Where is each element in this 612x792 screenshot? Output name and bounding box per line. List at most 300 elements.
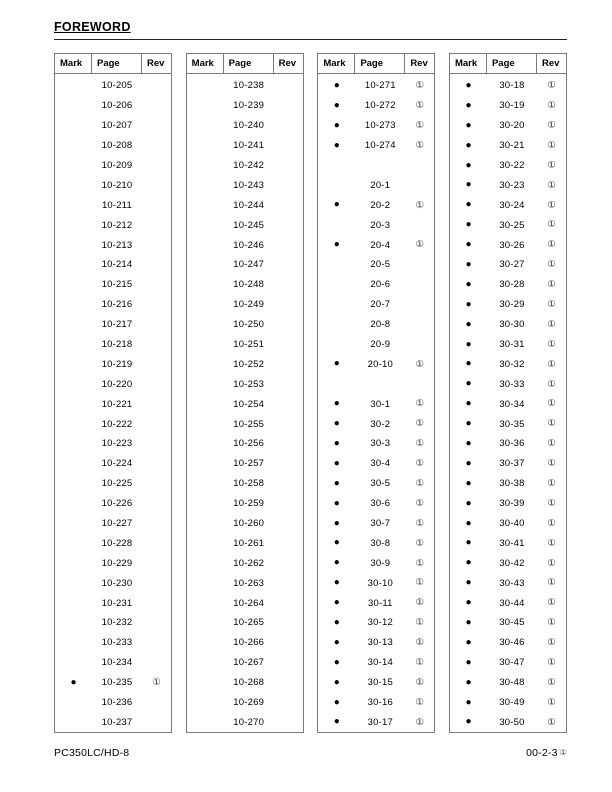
table-row [318, 235, 434, 255]
page-number: 10-267 [233, 657, 265, 669]
mark-dot-icon: ● [465, 616, 472, 628]
table-row [450, 175, 566, 195]
page-number: 10-226 [101, 498, 133, 510]
page-number: 30-38 [499, 478, 525, 490]
table-row [318, 613, 434, 633]
rev-mark-icon: ① [415, 80, 425, 92]
mark-dot-icon: ● [465, 298, 472, 310]
table-row [187, 533, 303, 553]
mark-dot-icon: ● [465, 716, 472, 728]
page-number: 10-216 [101, 299, 133, 311]
rev-mark-icon: ① [415, 537, 425, 549]
page-number: 20-1 [370, 179, 391, 191]
page-number: 20-4 [370, 239, 391, 251]
page-number: 10-222 [101, 418, 133, 430]
page-number: 20-2 [370, 199, 391, 211]
page-number: 10-258 [233, 478, 265, 490]
page-number: 10-247 [233, 259, 265, 271]
mark-dot-icon: ● [465, 636, 472, 648]
page-number: 10-262 [233, 557, 265, 569]
table-row [318, 514, 434, 534]
mark-dot-icon: ● [465, 457, 472, 469]
table-row [318, 533, 434, 553]
mark-dot-icon: ● [333, 99, 340, 111]
table-row [187, 195, 303, 215]
rev-mark-icon: ① [547, 557, 556, 569]
page-number: 10-205 [101, 80, 133, 92]
mark-dot-icon: ● [465, 278, 472, 290]
table-row [187, 156, 303, 176]
table-row [55, 374, 171, 394]
rev-mark-icon: ① [547, 318, 556, 330]
rev-mark-icon: ① [547, 80, 556, 92]
page-number: 10-232 [101, 617, 133, 629]
table-row [55, 315, 171, 335]
page-number: 10-273 [364, 120, 396, 132]
page-number: 10-238 [233, 80, 265, 92]
mark-dot-icon: ● [333, 477, 340, 489]
rev-mark-icon: ① [415, 716, 425, 728]
table-row [187, 454, 303, 474]
rev-mark-icon: ① [547, 100, 556, 112]
page-number: 10-248 [233, 279, 265, 291]
table-row [55, 195, 171, 215]
table-row [55, 613, 171, 633]
table-row [318, 96, 434, 116]
table-row [55, 335, 171, 355]
rev-mark-icon: ① [547, 597, 556, 609]
mark-dot-icon: ● [465, 696, 472, 708]
page-number: 10-264 [233, 597, 265, 609]
table-row [450, 195, 566, 215]
page-index-table-4 [449, 53, 567, 733]
table-row [450, 434, 566, 454]
mark-dot-icon: ● [465, 258, 472, 270]
mark-dot-icon: ● [333, 79, 340, 91]
page-number: 10-215 [101, 279, 133, 291]
page-number: 30-49 [499, 697, 525, 709]
table-header-row [55, 54, 171, 74]
table-row [450, 335, 566, 355]
page-number: 30-34 [499, 398, 525, 410]
table-row [187, 434, 303, 454]
table-row [450, 633, 566, 653]
rev-mark-icon: ① [547, 657, 556, 669]
table-row [450, 414, 566, 434]
table-row [55, 235, 171, 255]
mark-dot-icon: ● [465, 139, 472, 151]
page-number: 30-20 [499, 120, 525, 132]
mark-dot-icon: ● [465, 577, 472, 589]
table-row [450, 713, 566, 733]
page-number: 30-8 [370, 537, 391, 549]
table-row [450, 593, 566, 613]
page-number: 30-46 [499, 637, 525, 649]
table-row [450, 295, 566, 315]
page-number: 10-220 [101, 378, 133, 390]
page-number: 10-234 [101, 657, 133, 669]
rev-mark-icon: ① [415, 497, 425, 509]
rev-mark-icon: ① [547, 259, 556, 271]
table-row [187, 693, 303, 713]
rev-mark-icon: ① [547, 398, 556, 410]
page-number: 10-228 [101, 537, 133, 549]
page-number: 10-254 [233, 398, 265, 410]
page-index-table-2 [186, 53, 304, 733]
rev-mark-icon: ① [547, 438, 556, 450]
column-header-rev: Rev [541, 58, 560, 69]
table-row [55, 275, 171, 295]
page-number: 10-229 [101, 557, 133, 569]
table-row [187, 593, 303, 613]
table-row [318, 156, 434, 176]
page-number: 10-211 [101, 199, 133, 211]
column-header-mark: Mark [450, 54, 487, 73]
mark-dot-icon: ● [333, 537, 340, 549]
rev-mark-icon: ① [547, 298, 556, 310]
column-header-mark: Mark [187, 54, 224, 73]
table-row [318, 653, 434, 673]
page-number: 30-29 [499, 299, 525, 311]
table-row [55, 494, 171, 514]
page-number: 20-6 [370, 279, 391, 291]
page-number: 30-43 [499, 577, 525, 589]
rev-mark-icon: ① [547, 139, 556, 151]
footer-model-number: PC350LC/HD-8 [54, 747, 130, 759]
page-number: 30-16 [367, 697, 393, 709]
page-number: 10-236 [101, 697, 133, 709]
page-number: 20-7 [370, 299, 391, 311]
table-row [187, 255, 303, 275]
mark-dot-icon: ● [333, 457, 340, 469]
rev-mark-icon: ① [547, 537, 556, 549]
rev-mark-icon: ① [547, 219, 556, 231]
page-number: 30-15 [367, 677, 393, 689]
page-number: 10-271 [364, 80, 396, 92]
mark-dot-icon: ● [465, 557, 472, 569]
page-number: 10-209 [101, 160, 133, 171]
rev-mark-icon: ① [547, 716, 556, 728]
rev-mark-icon: ① [547, 478, 556, 489]
mark-dot-icon: ● [333, 418, 340, 430]
table-row [318, 454, 434, 474]
table-row [450, 374, 566, 394]
mark-dot-icon: ● [465, 338, 472, 350]
rev-mark-icon: ① [415, 637, 425, 649]
page-number: 30-4 [370, 458, 391, 470]
column-header-page: Page [224, 54, 274, 73]
table-row [187, 295, 303, 315]
page-number: 30-13 [367, 637, 393, 649]
table-row [55, 693, 171, 713]
table-row [450, 514, 566, 534]
page-number: 10-252 [233, 358, 265, 370]
table-row [187, 514, 303, 534]
table-row [318, 593, 434, 613]
page-number: 30-22 [499, 160, 525, 171]
table-row [55, 434, 171, 454]
table-row [318, 394, 434, 414]
table-row [187, 653, 303, 673]
page-number: 30-33 [499, 378, 525, 390]
table-row [187, 573, 303, 593]
table-row [318, 374, 434, 394]
table-row [187, 553, 303, 573]
page-number: 30-18 [499, 80, 525, 92]
table-row [187, 235, 303, 255]
rev-mark-icon: ① [547, 418, 556, 430]
mark-dot-icon: ● [333, 557, 340, 569]
table-row [318, 275, 434, 295]
column-header-mark: Mark [55, 54, 92, 73]
table-row [55, 474, 171, 494]
mark-dot-icon: ● [465, 418, 472, 430]
page-number: 30-11 [368, 597, 393, 609]
rev-mark-icon: ① [415, 358, 425, 370]
page-number: 10-242 [233, 160, 265, 171]
table-row [187, 315, 303, 335]
mark-dot-icon: ● [333, 239, 340, 251]
page-number: 30-48 [499, 677, 525, 689]
page-number: 10-233 [101, 637, 133, 649]
table-row [318, 354, 434, 374]
page-number: 10-240 [233, 120, 265, 132]
page-number: 10-244 [233, 199, 265, 211]
table-row [450, 553, 566, 573]
rev-mark-icon: ① [415, 119, 425, 131]
page-number: 30-37 [499, 458, 525, 470]
table-row [187, 275, 303, 295]
table-row [318, 195, 434, 215]
page-index-table-1 [54, 53, 172, 733]
page-number: 30-17 [367, 716, 393, 728]
table-row [55, 653, 171, 673]
mark-dot-icon: ● [465, 378, 472, 390]
page-number: 10-260 [233, 518, 265, 530]
table-row [450, 494, 566, 514]
table-row [55, 215, 171, 235]
mark-dot-icon: ● [70, 676, 77, 688]
footer-rev-mark-icon: ① [559, 748, 567, 757]
mark-dot-icon: ● [465, 219, 472, 231]
rev-mark-icon: ① [547, 497, 556, 509]
table-row [55, 713, 171, 733]
mark-dot-icon: ● [333, 636, 340, 648]
table-row [187, 76, 303, 96]
page-number: 10-208 [101, 140, 133, 152]
page-number: 10-231 [101, 597, 133, 609]
mark-dot-icon: ● [465, 199, 472, 211]
table-header-row [450, 54, 566, 74]
page-number: 10-217 [101, 319, 133, 331]
page-number: 10-241 [233, 140, 265, 152]
table-row [55, 553, 171, 573]
page-number: 10-256 [233, 438, 265, 450]
table-row [55, 454, 171, 474]
page-number: 30-41 [499, 537, 525, 549]
page-number: 20-3 [370, 219, 391, 231]
table-row [318, 175, 434, 195]
mark-dot-icon: ● [465, 656, 472, 668]
rev-mark-icon: ① [415, 458, 425, 470]
mark-dot-icon: ● [333, 497, 340, 509]
page-number: 10-270 [233, 716, 265, 728]
page-number: 10-268 [233, 677, 265, 689]
table-row [55, 414, 171, 434]
mark-dot-icon: ● [465, 597, 472, 609]
table-row [450, 474, 566, 494]
rev-mark-icon: ① [415, 676, 425, 688]
table-row [450, 235, 566, 255]
table-row [318, 215, 434, 235]
page-number: 30-50 [499, 716, 525, 728]
table-row [450, 116, 566, 136]
table-row [450, 275, 566, 295]
page-number: 10-213 [101, 239, 133, 251]
rev-mark-icon: ① [415, 557, 425, 569]
page-number: 30-32 [499, 358, 525, 370]
table-row [187, 673, 303, 693]
column-header-page: Page [92, 54, 142, 73]
table-row [318, 295, 434, 315]
table-row [318, 414, 434, 434]
mark-dot-icon: ● [465, 99, 472, 111]
table-row [55, 533, 171, 553]
mark-dot-icon: ● [465, 358, 472, 370]
rev-mark-icon: ① [547, 338, 556, 350]
page-number: 10-259 [233, 498, 265, 510]
column-header-mark: Mark [318, 54, 355, 73]
table-row [187, 394, 303, 414]
rev-mark-icon: ① [547, 378, 556, 390]
mark-dot-icon: ● [465, 119, 472, 131]
page-number: 10-253 [233, 378, 265, 390]
table-row [450, 354, 566, 374]
table-row [450, 156, 566, 176]
page-number: 30-44 [499, 597, 525, 609]
rev-mark-icon: ① [415, 398, 425, 410]
table-row [450, 76, 566, 96]
rev-mark-icon: ① [415, 696, 425, 708]
column-header-page: Page [355, 54, 405, 73]
mark-dot-icon: ● [465, 239, 472, 251]
mark-dot-icon: ● [333, 716, 340, 728]
rev-mark-icon: ① [415, 517, 425, 529]
page-number: 30-12 [367, 617, 393, 629]
page-number: 10-230 [101, 577, 133, 589]
rev-mark-icon: ① [547, 179, 556, 191]
mark-dot-icon: ● [465, 497, 472, 509]
table-row [55, 673, 171, 693]
table-header-row [318, 54, 434, 74]
page-number: 30-35 [499, 418, 525, 430]
table-row [187, 175, 303, 195]
table-body [55, 74, 171, 732]
table-row [450, 255, 566, 275]
rev-mark-icon: ① [415, 617, 425, 629]
mark-dot-icon: ● [333, 437, 340, 449]
page-number: 10-266 [233, 637, 265, 649]
page-number: 30-1 [370, 398, 391, 410]
table-row [318, 255, 434, 275]
table-row [450, 394, 566, 414]
page-number: 30-36 [499, 438, 525, 450]
rev-mark-icon: ① [415, 239, 425, 251]
rev-mark-icon: ① [415, 100, 425, 112]
page-number: 30-27 [499, 259, 525, 271]
table-row [187, 474, 303, 494]
mark-dot-icon: ● [465, 676, 472, 688]
page-number: 30-21 [499, 140, 525, 152]
mark-dot-icon: ● [333, 656, 340, 668]
page-number: 10-249 [233, 299, 265, 311]
mark-dot-icon: ● [333, 676, 340, 688]
page-number: 10-223 [101, 438, 133, 450]
page-number: 10-224 [101, 458, 133, 470]
rev-mark-icon: ① [547, 358, 556, 370]
rev-mark-icon: ① [547, 239, 556, 251]
page-number: 10-225 [101, 478, 133, 490]
mark-dot-icon: ● [465, 517, 472, 529]
page-number: 10-261 [233, 537, 265, 549]
page-number: 30-10 [367, 577, 393, 589]
mark-dot-icon: ● [465, 79, 472, 91]
page-number: 30-25 [499, 219, 525, 231]
mark-dot-icon: ● [465, 398, 472, 410]
table-row [318, 116, 434, 136]
table-row [55, 255, 171, 275]
table-header-row [187, 54, 303, 74]
page-number: 10-210 [101, 179, 133, 191]
table-row [450, 215, 566, 235]
mark-dot-icon: ● [333, 696, 340, 708]
table-row [187, 335, 303, 355]
page-number: 30-7 [370, 518, 391, 530]
rev-mark-icon: ① [547, 617, 556, 629]
table-row [187, 116, 303, 136]
page-number: 10-206 [101, 100, 133, 112]
rev-mark-icon: ① [415, 418, 425, 430]
page-number: 10-257 [233, 458, 265, 470]
table-row [318, 136, 434, 156]
rev-mark-icon: ① [547, 159, 556, 171]
page-number: 10-218 [101, 339, 133, 351]
mark-dot-icon: ● [465, 477, 472, 489]
page-number: 10-251 [233, 339, 265, 351]
rev-mark-icon: ① [152, 676, 161, 688]
table-row [318, 474, 434, 494]
rev-mark-icon: ① [547, 279, 556, 291]
rev-mark-icon: ① [415, 478, 425, 489]
page-number: 10-219 [101, 358, 133, 370]
page-number: 20-8 [370, 319, 391, 331]
mark-dot-icon: ● [333, 577, 340, 589]
rev-mark-icon: ① [415, 657, 425, 669]
table-row [187, 633, 303, 653]
table-body [318, 74, 434, 732]
table-row [318, 633, 434, 653]
page-number: 30-47 [499, 657, 525, 669]
table-row [55, 96, 171, 116]
page-number: 10-269 [233, 697, 265, 709]
column-header-rev: Rev [410, 58, 428, 69]
table-row [450, 315, 566, 335]
mark-dot-icon: ● [333, 139, 340, 151]
page-number: 10-235 [101, 677, 133, 689]
rev-mark-icon: ① [415, 438, 425, 450]
table-row [450, 573, 566, 593]
rev-mark-icon: ① [415, 577, 425, 589]
